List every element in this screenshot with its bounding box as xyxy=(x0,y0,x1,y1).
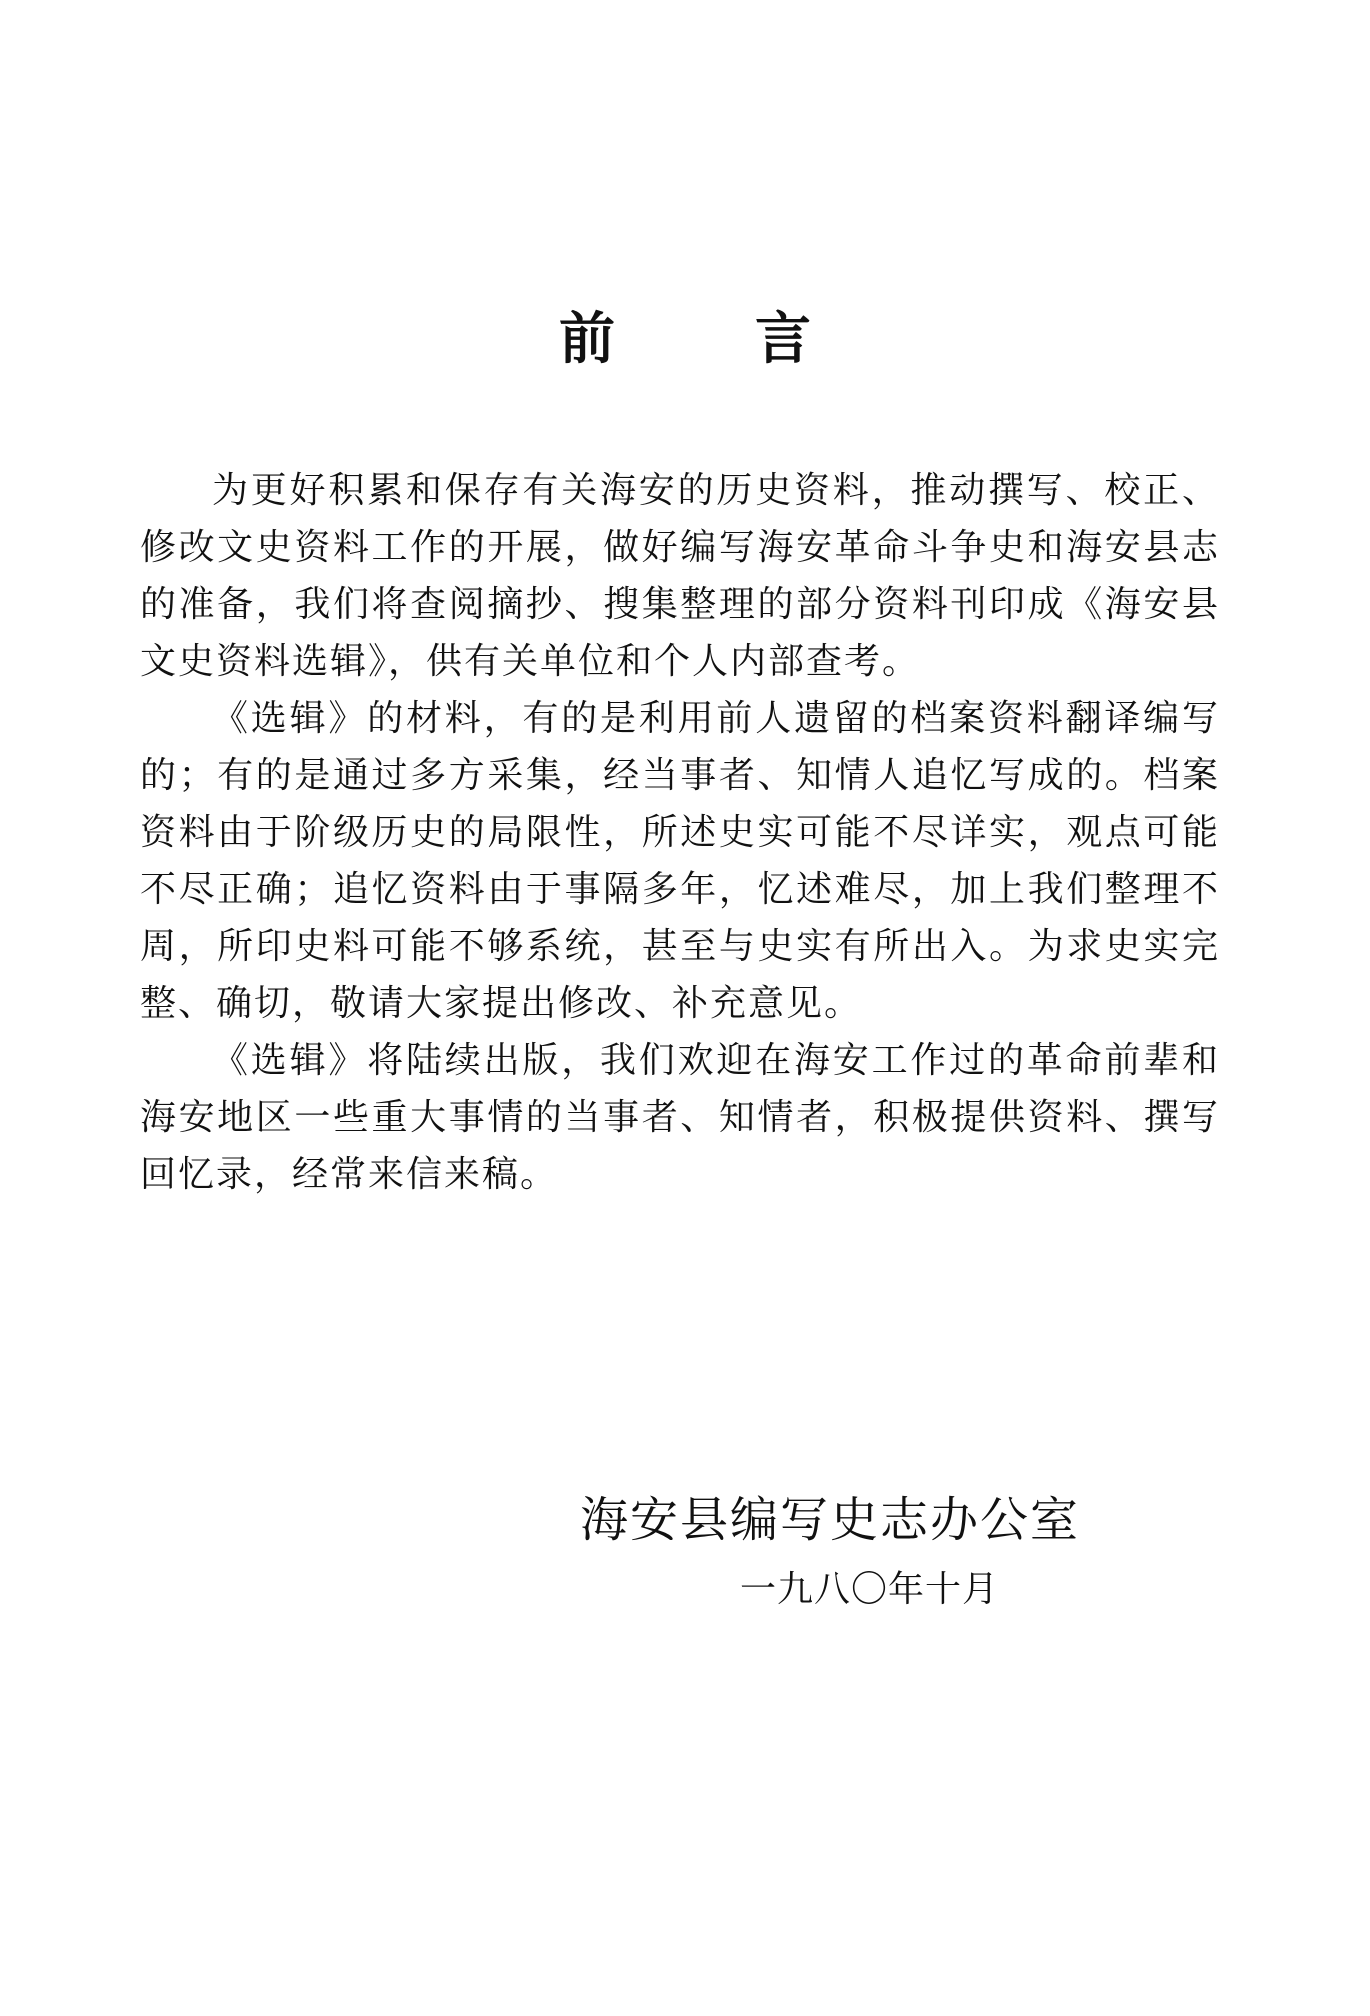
paragraph-2: 《选辑》的材料，有的是利用前人遗留的档案资料翻译编写的；有的是通过多方采集，经当事者、知情人追忆写成的。档案资料由于阶级历史的局限性，所述史实可能不尽详实，观点可能不尽正确；追忆资料由于事隔多年，忆述难尽，加上我们整理不周，所印史料可能不够系统，甚至与史实有所出入。为求史实完整、确切，敬请大家提出修改、补充意见。 xyxy=(140,698,1220,1024)
title-char-1: 前 xyxy=(559,307,615,372)
signature-date: 一九八〇年十月 xyxy=(740,1569,1000,1610)
title-char-2: 言 xyxy=(755,307,811,372)
paragraph-3: 《选辑》将陆续出版，我们欢迎在海安工作过的革命前辈和海安地区一些重大事情的当事者、知情者，积极提供资料、撰写回忆录，经常来信来稿。 xyxy=(140,1040,1220,1195)
signature-organization: 海安县编写史志办公室 xyxy=(580,1492,1081,1548)
paragraph-1: 为更好积累和保存有关海安的历史资料，推动撰写、校正、修改文史资料工作的开展，做好编写海安革命斗争史和海安县志的准备，我们将查阅摘抄、搜集整理的部分资料刊印成《海安县文史资料选辑》，供有关单位和个人内部查考。 xyxy=(140,470,1220,682)
page-title xyxy=(0,290,1370,390)
preface-body xyxy=(140,462,1220,1203)
